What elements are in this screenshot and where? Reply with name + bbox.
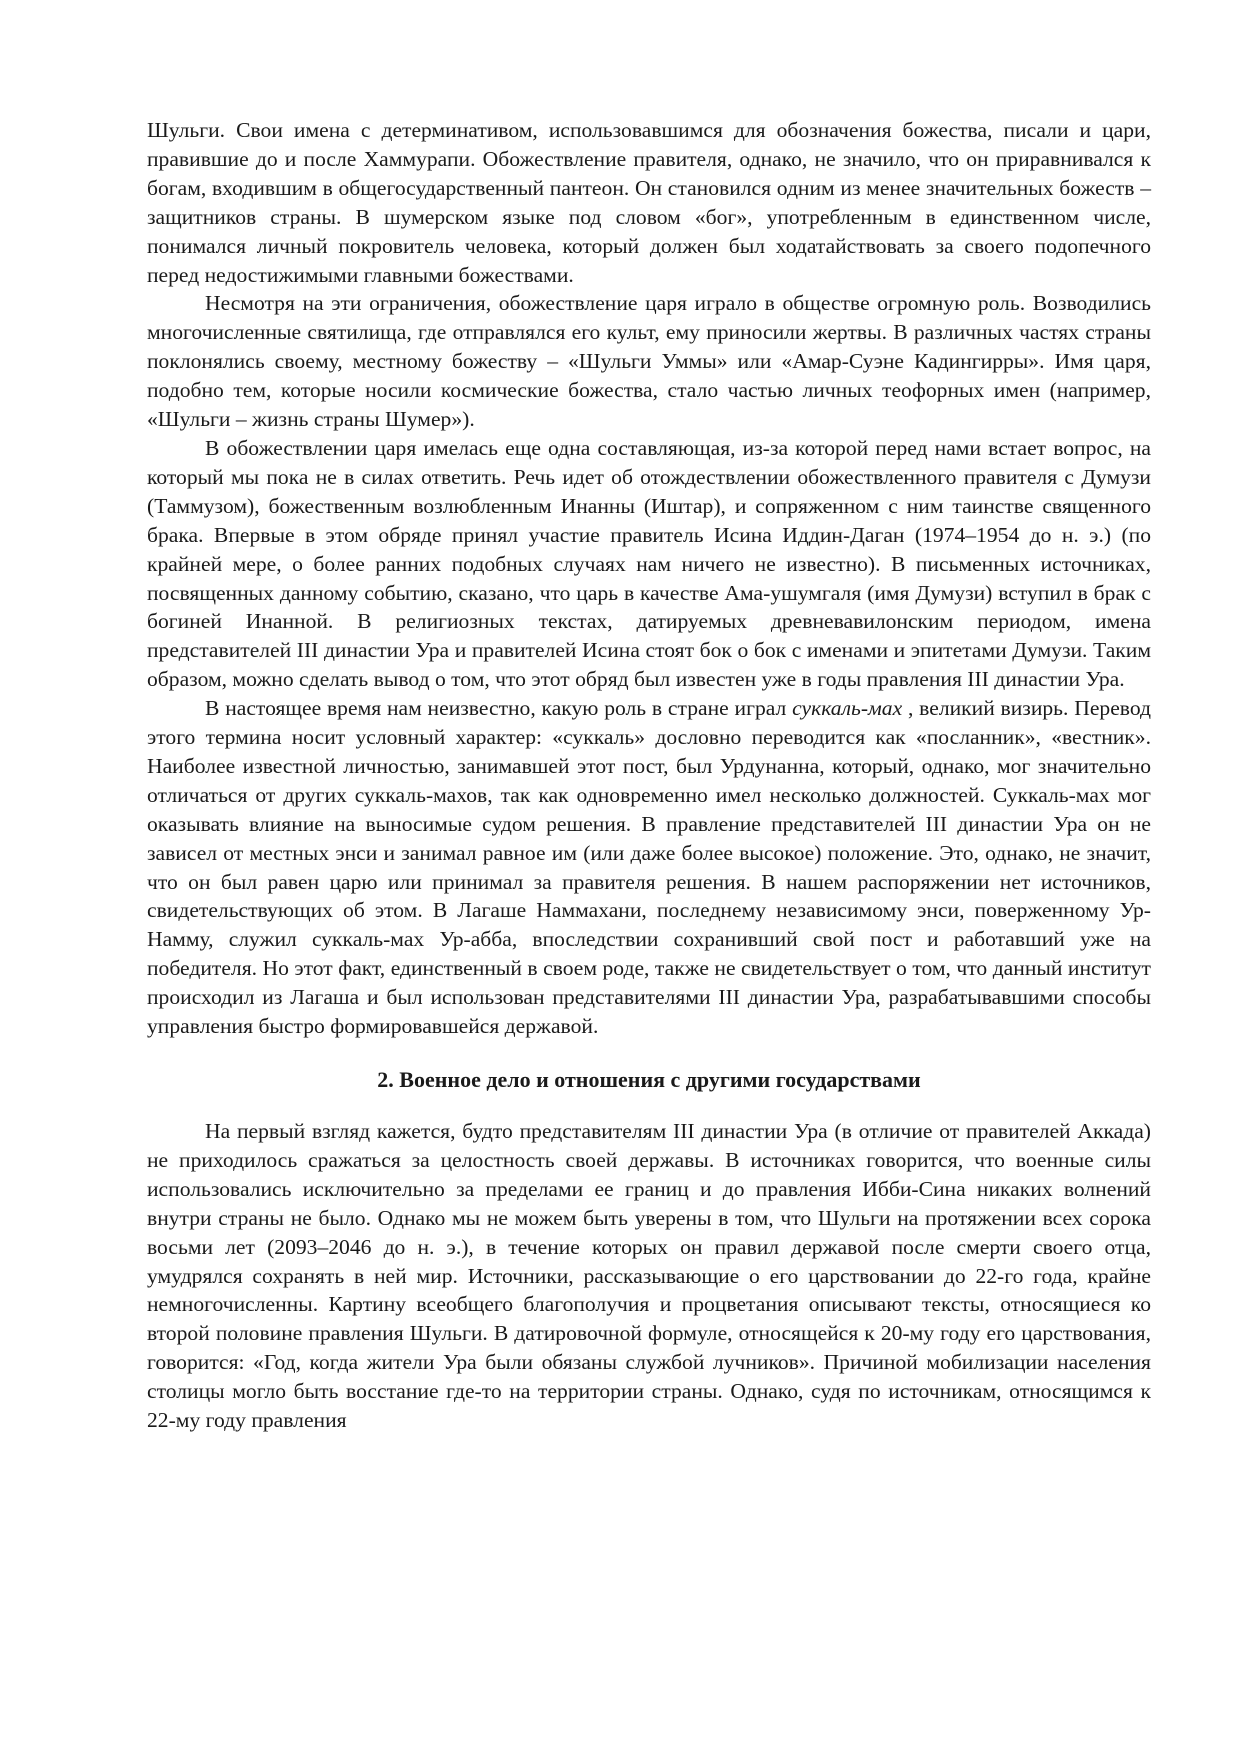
section-heading: 2. Военное дело и отношения с другими государствами (377, 1067, 921, 1092)
paragraph-sukkal-mah (147, 694, 1151, 1041)
sukkal-term: суккаль-мах (792, 696, 903, 721)
paragraph-military-affairs: На первый взгляд кажется, будто представителям III династии Ура (в отличие от правителей Аккада) не приходилось сражаться за целостность своей державы. В источниках говорится, что военные силы использовались исключительно за пределами ее границ и до правления Ибби-Сина никаких волнений внутри страны не было. Однако мы не можем быть уверены в том, что Шульги на протяжении всех сорока восьми лет (2093–2046 до н. э.), в течение которых он правил державой после смерти своего отца, умудрялся сохранять в ней мир. Источники, рассказывающие о его царствовании до 22-го года, крайне немногочисленны. Картину всеобщего благополучия и процветания описывают тексты, относящиеся ко второй половине правления Шульги. В датировочной формуле, относящейся к 20-му году его царствования, говорится: «Год, когда жители Ура были обязаны службой лучников». Причиной мобилизации населения столицы могло быть восстание где-то на территории страны. Однако, судя по источникам, относящимся к 22-му году правления (147, 1119, 1151, 1433)
sukkal-text-before: В настоящее время нам неизвестно, какую роль в стране играл (205, 696, 793, 721)
sukkal-text-after: , великий визирь. Перевод этого термина носит условный характер: «суккаль» дословно переводится как «посланник», «вестник». Наиболее известной личностью, занимавшей этот пост, был Урдунанна, который, однако, мог значительно отличаться от других суккаль-махов, так как одновременно имел несколько должностей. Суккаль-мах мог оказывать влияние на выносимые судом решения. В правление представителей III династии Ура он не зависел от местных энси и занимал равное им (или даже более высокое) положение. Это, однако, не значит, что он был равен царю или принимал за правителя решения. В нашем распоряжении нет источников, свидетельствующих об этом. В Лагаше Наммахани, последнему независимому энси, поверженному Ур-Намму, служил суккаль-мах Ур-абба, впоследствии сохранивший свой пост и работавший уже на победителя. Но этот факт, единственный в своем роде, также не свидетельствует о том, что данный институт происходил из Лагаша и был использован представителями III династии Ура, разрабатывавшими способы управления быстро формировавшейся державой. (147, 696, 1151, 1039)
paragraph-dumuzi-marriage: В обожествлении царя имелась еще одна составляющая, из-за которой перед нами встает вопрос, на который мы пока не в силах ответить. Речь идет об отождествлении обожествленного правителя с Думузи (Таммузом), божественным возлюбленным Инанны (Иштар), и сопряженном с ним таинстве священного брака. Впервые в этом обряде принял участие правитель Исина Иддин-Даган (1974–1954 до н. э.) (по крайней мере, о более ранних подобных случаях нам ничего не известно). В письменных источниках, посвященных данному событию, сказано, что царь в качестве Ама-ушумгаля (имя Думузи) вступил в брак с богиней Инанной. В религиозных текстах, датируемых древневавилонским периодом, имена представителей III династии Ура и правителей Исина стоят бок о бок с именами и эпитетами Думузи. Таким образом, можно сделать вывод о том, что этот обряд был известен уже в годы правления III династии Ура. (147, 435, 1151, 692)
paragraph-cult-of-king: Несмотря на эти ограничения, обожествление царя играло в обществе огромную роль. Возводились многочисленные святилища, где отправлялся его культ, ему приносили жертвы. В различных частях страны поклонялись своему, местному божеству – «Шульги Уммы» или «Амар-Суэне Кадингирры». Имя царя, подобно тем, которые носили космические божества, стало частью личных теофорных имен (например, «Шульги – жизнь страны Шумер»). (147, 291, 1151, 432)
paragraph-deification-continued: Шульги. Свои имена с детерминативом, использовавшимся для обозначения божества, писали и цари, правившие до и после Хаммурапи. Обожествление правителя, однако, не значило, что он приравнивался к богам, входившим в общегосударственный пантеон. Он становился одним из менее значительных божеств – защитников страны. В шумерском языке под словом «бог», употребленным в единственном числе, понимался личный покровитель человека, который должен был ходатайствовать за своего подопечного перед недостижимыми главными божествами. (147, 118, 1151, 287)
document-page (147, 116, 1151, 1435)
